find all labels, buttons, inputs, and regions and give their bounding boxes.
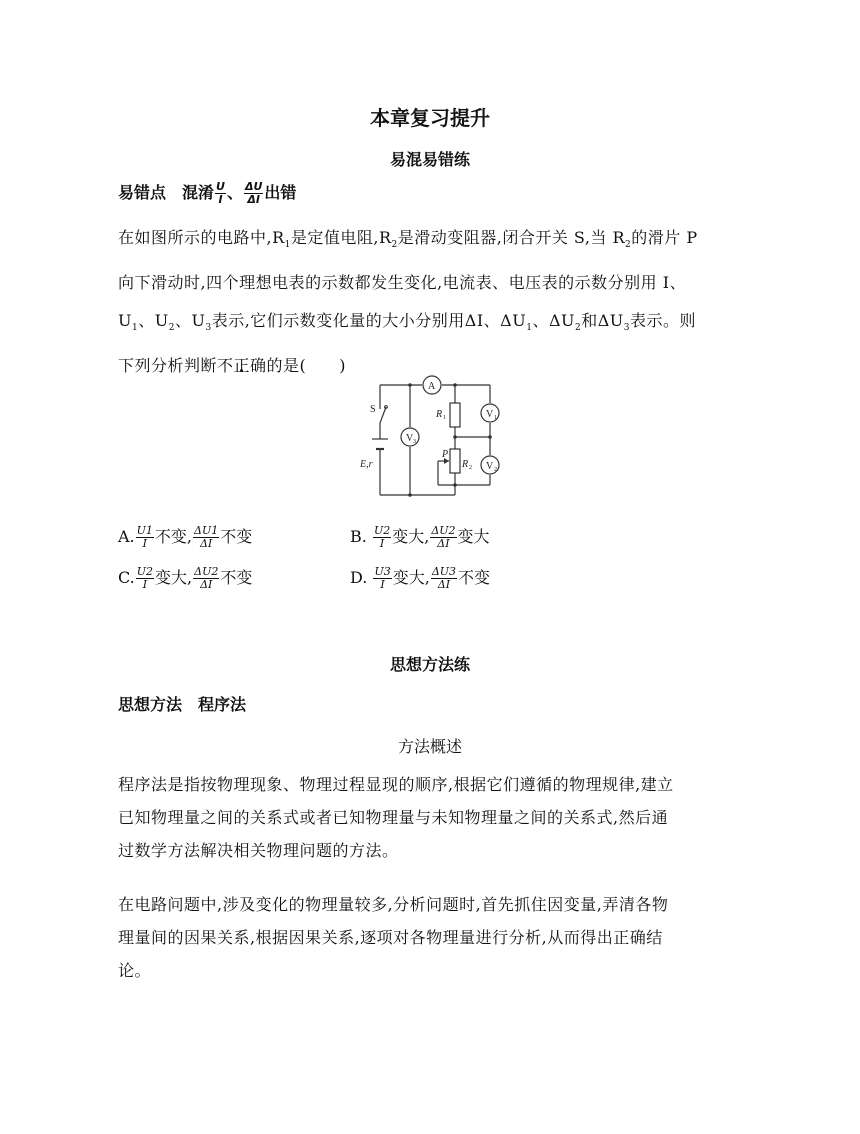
question-line bbox=[118, 305, 758, 344]
fraction-den: ΔI bbox=[437, 578, 451, 591]
option-letter: C. bbox=[118, 568, 135, 587]
fraction-den: I bbox=[218, 193, 223, 206]
paragraph-line: 论。 bbox=[118, 961, 152, 980]
option-fraction bbox=[136, 566, 154, 591]
question-fragment: 的滑片 P bbox=[631, 228, 698, 247]
fraction-num: ΔU3 bbox=[431, 565, 457, 578]
fraction-den: I bbox=[142, 578, 148, 591]
section-heading-methods: 思想方法练 bbox=[389, 655, 470, 674]
paragraph-line: 已知物理量之间的关系式或者已知物理量与未知物理量之间的关系式,然后通 bbox=[118, 808, 669, 827]
subscript: 2 bbox=[391, 240, 398, 251]
fraction-num: U3 bbox=[374, 565, 391, 578]
subscript: 1 bbox=[131, 323, 139, 334]
option-fraction bbox=[430, 525, 456, 550]
fraction-num: ΔU bbox=[244, 180, 263, 193]
question-line bbox=[118, 222, 758, 261]
fraction-den: I bbox=[142, 537, 147, 550]
fraction-num: ΔU1 bbox=[194, 524, 219, 537]
question-fragment: 表示,它们示数变化量的大小分别用ΔI、ΔU bbox=[211, 311, 527, 331]
circuit-diagram bbox=[350, 375, 510, 500]
option-c[interactable] bbox=[118, 565, 252, 591]
fraction-den: ΔI bbox=[199, 537, 213, 550]
subscript: 1 bbox=[494, 415, 497, 421]
subscript: 2 bbox=[494, 467, 497, 473]
emf-label: E,r bbox=[360, 459, 373, 470]
subscript: 2 bbox=[625, 240, 632, 251]
fraction-du-over-di bbox=[244, 181, 263, 206]
fraction-u-over-i bbox=[215, 181, 226, 206]
option-letter: D. bbox=[350, 568, 368, 587]
fraction-den: ΔI bbox=[437, 537, 450, 550]
paragraph-line: 理量间的因果关系,根据因果关系,逐项对各物理量进行分析,从而得出正确结 bbox=[118, 928, 663, 947]
option-text: 不变 bbox=[220, 568, 253, 587]
fraction-den: I bbox=[380, 578, 385, 591]
voltmeter-v1-label: V bbox=[486, 409, 494, 420]
fraction-num: ΔU2 bbox=[431, 524, 456, 537]
option-b[interactable] bbox=[350, 524, 490, 550]
subscript: 2 bbox=[168, 323, 175, 334]
question-line bbox=[118, 267, 758, 299]
voltmeter-v3-label: V bbox=[406, 433, 414, 444]
option-text: 不变, bbox=[154, 527, 193, 546]
question-fragment: 的是( ) bbox=[266, 356, 347, 376]
section-heading-errors: 易混易错练 bbox=[389, 150, 470, 169]
option-fraction bbox=[136, 525, 154, 550]
option-text: 变大, bbox=[155, 568, 193, 587]
subscript: 3 bbox=[205, 323, 212, 334]
page-title: 本章复习提升 bbox=[370, 106, 490, 130]
question-fragment: 是定值电阻,R bbox=[290, 228, 392, 247]
error-point-prefix: 易错点 混淆 bbox=[118, 183, 215, 202]
option-letter: B. bbox=[350, 527, 367, 546]
subscript: 2 bbox=[469, 465, 472, 471]
question-fragment: 表示。则 bbox=[630, 311, 697, 331]
fraction-num: U1 bbox=[136, 524, 153, 537]
option-text: 不变 bbox=[458, 568, 491, 587]
question-fragment: 和ΔU bbox=[581, 311, 624, 331]
resistor-r1-label: R bbox=[436, 409, 443, 420]
question-fragment: 向下滑动时,四个理想电表的示数都发生变化,电流表、电压表的示数分别用 I、 bbox=[118, 273, 687, 293]
question-fragment: 、U bbox=[138, 311, 169, 331]
subscript: 1 bbox=[284, 240, 291, 251]
question-fragment: 是滑动变阻器,闭合开关 S,当 R bbox=[397, 228, 626, 247]
fraction-num: U2 bbox=[136, 565, 154, 578]
fraction-num: ΔU2 bbox=[194, 565, 219, 578]
option-fraction bbox=[193, 525, 219, 550]
question-text bbox=[118, 222, 758, 382]
method-heading: 思想方法 程序法 bbox=[118, 695, 247, 714]
fraction-num: U2 bbox=[373, 524, 391, 537]
paragraph-line: 在电路问题中,涉及变化的物理量较多,分析问题时,首先抓住因变量,弄清各物 bbox=[118, 895, 669, 914]
question-fragment: U bbox=[118, 311, 132, 331]
error-point-suffix: 出错 bbox=[264, 183, 297, 202]
paragraph-line: 过数学方法解决相关物理问题的方法。 bbox=[118, 841, 399, 860]
switch-label: S bbox=[370, 404, 376, 415]
option-fraction bbox=[373, 566, 391, 591]
subscript: 3 bbox=[413, 439, 416, 445]
option-text: 变大 bbox=[457, 527, 490, 546]
resistor-r2-label: R bbox=[462, 459, 469, 470]
slider-label: P bbox=[442, 449, 449, 460]
subscript: 1 bbox=[443, 415, 446, 421]
separator: 、 bbox=[226, 183, 243, 202]
subscript: 2 bbox=[574, 323, 582, 334]
ammeter-label: A bbox=[428, 381, 436, 392]
fraction-den: I bbox=[379, 537, 385, 550]
option-fraction bbox=[193, 566, 219, 591]
emphasized-text: 不正确 bbox=[217, 356, 267, 376]
option-text: 变大, bbox=[392, 527, 430, 546]
voltmeter-v2-label: V bbox=[486, 461, 494, 472]
option-a[interactable] bbox=[118, 524, 252, 550]
option-fraction bbox=[373, 525, 391, 550]
paragraph-line: 程序法是指按物理现象、物理过程显现的顺序,根据它们遵循的物理规律,建立 bbox=[118, 775, 674, 794]
method-paragraph-2 bbox=[118, 888, 758, 987]
option-d[interactable] bbox=[350, 565, 490, 591]
method-paragraph-1 bbox=[118, 768, 758, 867]
question-fragment: 在如图所示的电路中,R bbox=[118, 228, 285, 247]
question-fragment: 、ΔU bbox=[532, 311, 575, 331]
question-fragment: 、U bbox=[174, 311, 206, 331]
error-point-heading bbox=[118, 180, 296, 206]
option-text: 变大, bbox=[392, 568, 430, 587]
option-fraction bbox=[431, 566, 457, 591]
method-overview-heading: 方法概述 bbox=[397, 737, 462, 756]
fraction-den: ΔI bbox=[200, 578, 213, 591]
fraction-num: U bbox=[216, 180, 225, 193]
fraction-den: ΔI bbox=[247, 193, 260, 206]
subscript: 1 bbox=[526, 323, 533, 334]
option-letter: A. bbox=[118, 527, 135, 546]
subscript: 3 bbox=[623, 323, 630, 334]
question-fragment: 下列分析判断 bbox=[118, 356, 218, 376]
option-text: 不变 bbox=[220, 527, 253, 546]
